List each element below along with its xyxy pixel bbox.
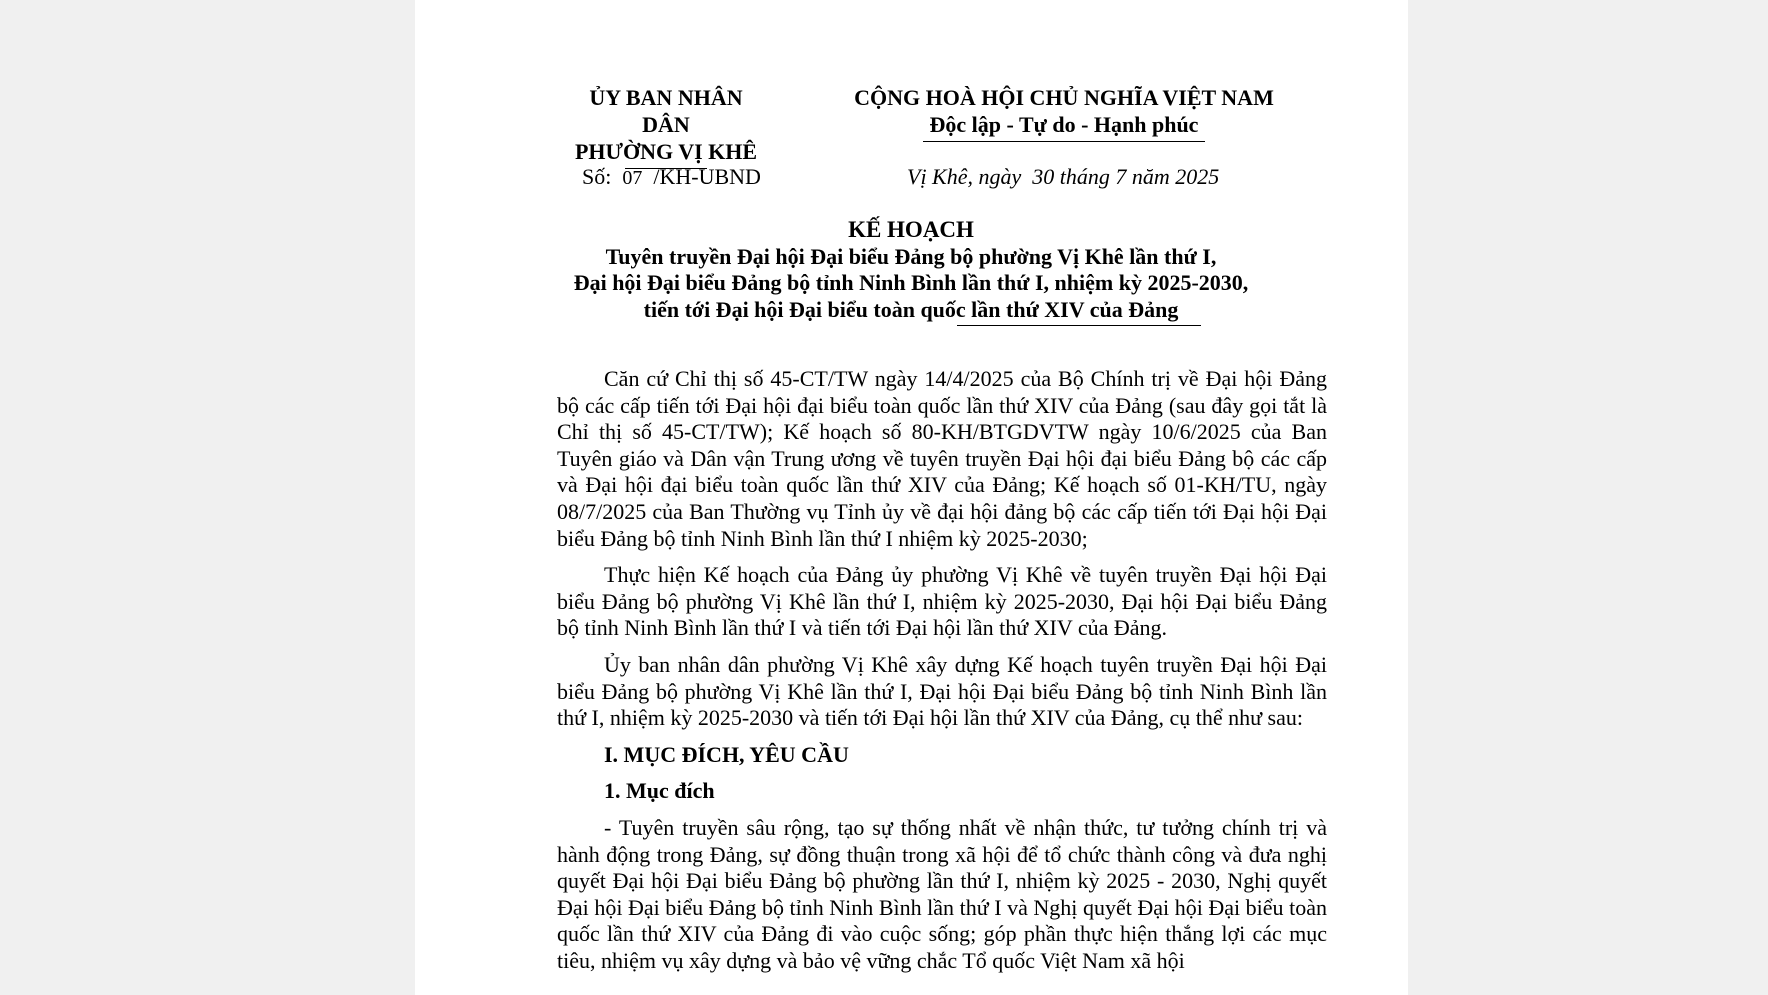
country-name: CỘNG HOÀ HỘI CHỦ NGHĨA VIỆT NAM bbox=[854, 85, 1274, 110]
motto-underline bbox=[923, 141, 1205, 142]
paragraph-purpose: - Tuyên truyền sâu rộng, tạo sự thống nhất về nhận thức, tư tưởng chính trị và hành động trong Đảng, sự đồng thuận trong xã hội để tổ chức thành công và đưa nghị quyết Đại hội Đại biểu Đảng bộ phường lần thứ I, nhiệm kỳ 2025 - 2030, Nghị quyết Đại hội Đại biểu Đảng bộ tỉnh Ninh Bình lần thứ I và Nghị quyết Đại hội Đại biểu toàn quốc lần thứ XIV của Đảng đi vào cuộc sống; góp phần thực hiện thắng lợi các mục tiêu, nhiệm vụ xây dựng và bảo vệ vững chắc Tổ quốc Việt Nam xã hội bbox=[557, 814, 1327, 973]
motto-line: Độc lập - Tự do - Hạnh phúc bbox=[929, 112, 1199, 137]
document-number bbox=[582, 163, 761, 192]
paragraph-legal-basis: Căn cứ Chỉ thị số 45-CT/TW ngày 14/4/2025 của Bộ Chính trị về Đại hội Đảng bộ các cấp tiến tới Đại hội đại biểu toàn quốc lần thứ XIV của Đảng (sau đây gọi tắt là Chỉ thị số 45-CT/TW); Kế hoạch số 80-KH/BTGDVTW ngày 10/6/2025 của Ban Tuyên giáo và Dân vận Trung ương về tuyên truyền Đại hội đại biểu Đảng bộ các cấp và Đại hội đại biểu toàn quốc lần thứ XIV của Đảng; Kế hoạch số 01-KH/TU, ngày 08/7/2025 của Ban Thường vụ Tỉnh ủy về đại hội đảng bộ các cấp tiến tới Đại hội Đại biểu Đảng bộ tỉnh Ninh Bình lần thứ I nhiệm kỳ 2025-2030; bbox=[557, 366, 1327, 551]
subsection-heading: 1. Mục đích bbox=[604, 778, 715, 804]
doc-number-prefix: Số: bbox=[582, 164, 612, 189]
document-body bbox=[557, 366, 1327, 984]
doc-number-value: 07 bbox=[622, 167, 643, 189]
document-page bbox=[415, 0, 1408, 995]
title-underline bbox=[957, 325, 1201, 326]
authority-line-2: PHƯỜNG VỊ KHÊ bbox=[574, 139, 758, 164]
national-motto bbox=[839, 84, 1289, 142]
doc-number-suffix: /KH-UBND bbox=[653, 164, 761, 189]
document-title bbox=[556, 217, 1266, 326]
section-heading: I. MỤC ĐÍCH, YÊU CẦU bbox=[604, 741, 849, 767]
issue-date: Vị Khê, ngày 30 tháng 7 năm 2025 bbox=[907, 164, 1220, 189]
paragraph-implementation: Thực hiện Kế hoạch của Đảng ủy phường Vị Khê về tuyên truyền Đại hội Đại biểu Đảng bộ phường Vị Khê lần thứ I, nhiệm kỳ 2025-2030, Đại hội Đại biểu Đảng bộ tỉnh Ninh Bình lần thứ I và tiến tới Đại hội lần thứ XIV của Đảng. bbox=[557, 562, 1327, 641]
title-sub-1: Tuyên truyền Đại hội Đại biểu Đảng bộ phường Vị Khê lần thứ I, bbox=[605, 243, 1217, 269]
paragraph-plan-intro: Ủy ban nhân dân phường Vị Khê xây dựng Kế hoạch tuyên truyền Đại hội Đại biểu Đảng bộ phường Vị Khê lần thứ I, Đại hội Đại biểu Đảng bộ tỉnh Ninh Bình lần thứ I, nhiệm kỳ 2025-2030 và tiến tới Đại hội lần thứ XIV của Đảng, cụ thể như sau: bbox=[557, 651, 1327, 731]
title-sub-2: Đại hội Đại biểu Đảng bộ tỉnh Ninh Bình lần thứ I, nhiệm kỳ 2025-2030, bbox=[573, 270, 1249, 295]
issuing-authority bbox=[571, 84, 761, 169]
title-sub-3: tiến tới Đại hội Đại biểu toàn quốc lần thứ XIV của Đảng bbox=[643, 296, 1179, 322]
authority-line-1: ỦY BAN NHÂN DÂN bbox=[589, 85, 743, 137]
title-main: KẾ HOẠCH bbox=[848, 217, 974, 242]
